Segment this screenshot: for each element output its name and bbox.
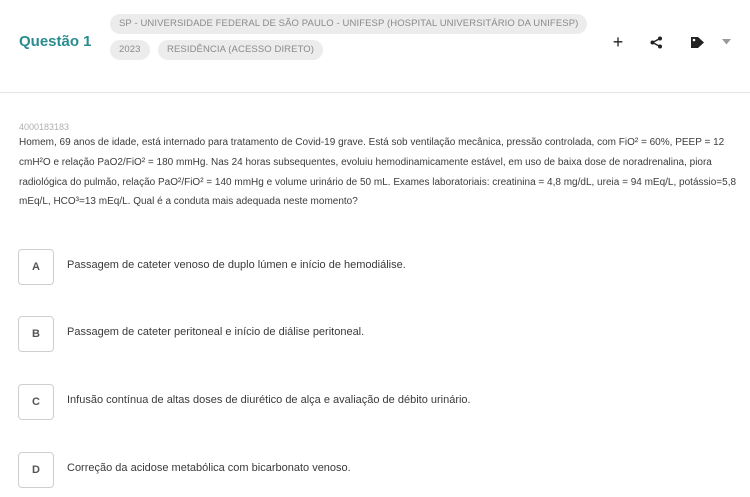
option-text: Infusão contínua de altas doses de diurético de alça e avaliação de débito urinário. <box>67 394 471 406</box>
plus-icon[interactable]: + <box>612 32 624 52</box>
tag-icon[interactable] <box>686 31 708 53</box>
option-text: Correção da acidose metabólica com bicarbonato venoso. <box>67 462 351 474</box>
institution-tag[interactable]: SP - UNIVERSIDADE FEDERAL DE SÃO PAULO - UNIFESP (HOSPITAL UNIVERSITÁRIO DA UNIFESP) <box>110 14 587 34</box>
question-title: Questão 1 <box>19 33 92 50</box>
option-letter-box[interactable]: B <box>18 316 54 352</box>
question-id: 4000183183 <box>19 122 70 132</box>
chevron-down-icon[interactable] <box>715 31 737 53</box>
option-c[interactable] <box>18 384 718 420</box>
option-b[interactable] <box>18 316 718 352</box>
option-letter-box[interactable]: C <box>18 384 54 420</box>
option-d[interactable] <box>18 452 718 488</box>
exam-type-tag[interactable]: RESIDÊNCIA (ACESSO DIRETO) <box>158 40 323 60</box>
question-header <box>0 0 750 93</box>
option-text: Passagem de cateter venoso de duplo lúmen e início de hemodiálise. <box>67 259 406 271</box>
option-letter-box[interactable]: D <box>18 452 54 488</box>
year-tag[interactable]: 2023 <box>110 40 150 60</box>
option-a[interactable] <box>18 249 718 285</box>
option-text: Passagem de cateter peritoneal e início de diálise peritoneal. <box>67 326 365 338</box>
question-stem: Homem, 69 anos de idade, está internado para tratamento de Covid-19 grave. Está sob ventilação mecânica, pressão controlada, com FiO² = 60%, PEEP = 12 cmH²O e relação PaO2/FiO² = 180 mmHg. Nas 24 horas subsequentes, evoluiu hemodinamicamente estável, em uso de baixa dose de noradrenalina, piora radiológica do pulmão, relação PaO²/FiO² = 140 mmHg e volume urinário de 50 mL. Exames laboratoriais: creatinina = 4,8 mg/dL, ureia = 94 mEq/L, potássio=5,8 mEq/L, HCO³=13 mEq/L. Qual é a conduta mais adequada neste momento? <box>19 137 737 208</box>
option-letter-box[interactable]: A <box>18 249 54 285</box>
share-icon[interactable] <box>645 31 667 53</box>
